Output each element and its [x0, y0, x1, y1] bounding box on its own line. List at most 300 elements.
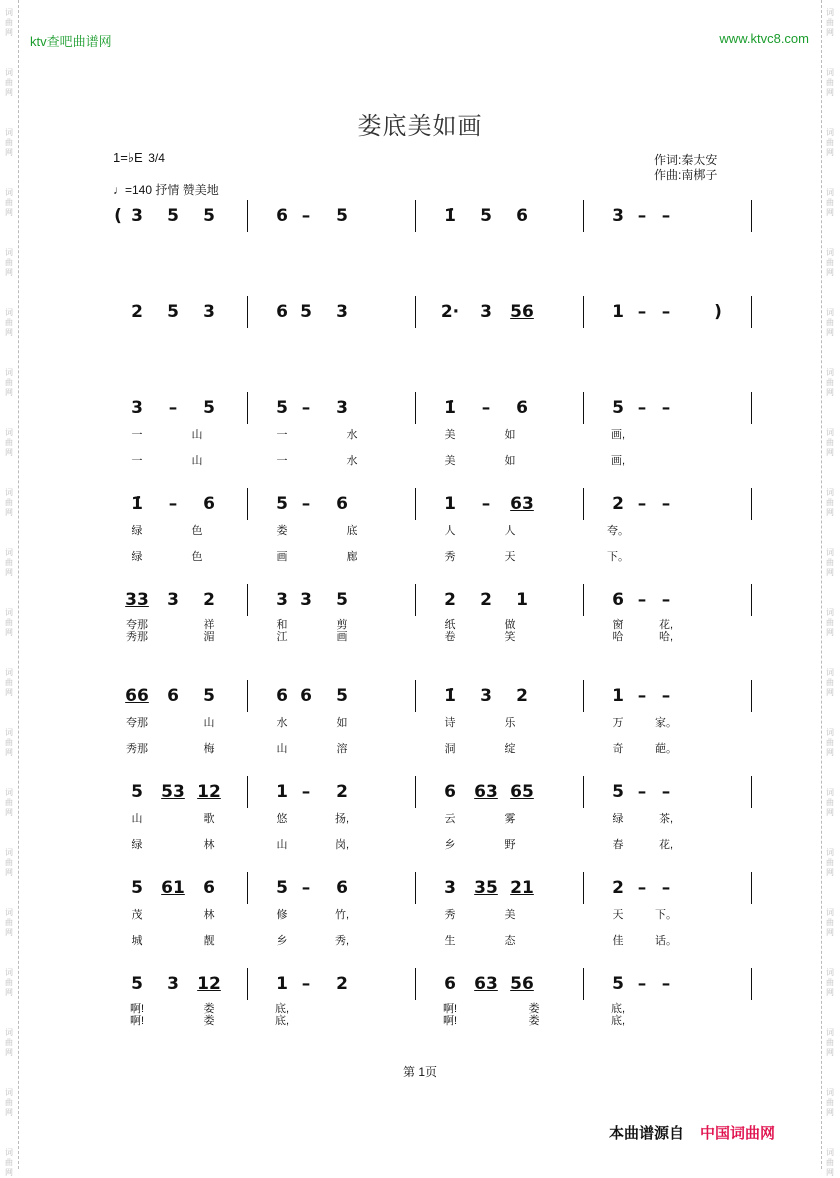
note: 2: [131, 302, 143, 322]
note: 3: [131, 398, 143, 418]
watermark-text: 词 曲 网: [826, 728, 834, 757]
note: –: [637, 206, 647, 226]
lyric-syllable: 佳: [612, 935, 624, 947]
bar-line: [415, 968, 416, 1000]
lyric-syllable: 底,: [610, 1003, 626, 1015]
note: ): [714, 302, 722, 322]
note: 3: [167, 590, 179, 610]
lyric-syllable: 一: [276, 455, 288, 467]
lyric-syllable: 秀: [444, 551, 456, 563]
watermark-text: 词 曲 网: [5, 848, 13, 877]
note: 6: [444, 974, 456, 994]
note: 2: [336, 782, 348, 802]
bar-line: [583, 584, 584, 616]
bar-line: [247, 200, 248, 232]
note: 6: [300, 686, 312, 706]
time-signature: 3/4: [148, 151, 165, 165]
song-title: 娄底美如画: [357, 112, 483, 140]
lyric-syllable: 色: [191, 525, 203, 537]
note: 5: [167, 206, 179, 226]
bar-line: [247, 488, 248, 520]
bar-line: [583, 872, 584, 904]
note: 5: [203, 206, 215, 226]
bar-line: [583, 296, 584, 328]
note: 5: [336, 590, 348, 610]
watermark-text: 词 曲 网: [5, 308, 13, 337]
lyric-syllable: 歌: [203, 813, 215, 825]
note: –: [481, 494, 491, 514]
note: 5: [167, 302, 179, 322]
note: 5: [480, 206, 492, 226]
lyric-syllable: 啊!: [129, 1015, 145, 1027]
lyric-syllable: 林: [203, 839, 215, 851]
lyric-syllable: 花,: [658, 839, 674, 851]
note: 63: [474, 782, 498, 802]
note: 35: [474, 878, 498, 898]
lyric-syllable: 江: [276, 631, 288, 643]
note: 3: [167, 974, 179, 994]
note: 1: [516, 590, 528, 610]
bar-line: [751, 584, 752, 616]
page-number: 第 1页: [402, 1065, 437, 1079]
bar-line: [415, 680, 416, 712]
site-link-right[interactable]: www.ktvc8.com: [719, 31, 809, 46]
site-link-left[interactable]: ktv查吧曲谱网: [30, 34, 112, 49]
note: –: [661, 782, 671, 802]
lyric-syllable: 态: [504, 935, 516, 947]
watermark-text: 词 曲 网: [5, 728, 13, 757]
lyric-syllable: 林: [203, 909, 215, 921]
bar-line: [415, 584, 416, 616]
note: 66: [125, 686, 149, 706]
lyric-syllable: 美: [444, 455, 456, 467]
lyricist: 作词:秦太安: [654, 153, 718, 167]
lyric-syllable: 一: [276, 429, 288, 441]
note: 53: [161, 782, 185, 802]
note: –: [637, 974, 647, 994]
note: 3: [336, 302, 348, 322]
lyric-syllable: 做: [504, 619, 516, 631]
bar-line: [583, 968, 584, 1000]
lyric-syllable: 和: [276, 619, 288, 631]
note: –: [168, 494, 178, 514]
watermark-text: 词 曲 网: [826, 248, 834, 277]
lyric-syllable: 雾: [504, 813, 516, 825]
lyric-syllable: 云: [444, 813, 456, 825]
note: 1: [276, 782, 288, 802]
watermark-text: 词 曲 网: [5, 908, 13, 937]
lyric-syllable: 绿: [612, 813, 624, 825]
note: 1̇: [444, 686, 456, 706]
watermark-text: 词 曲 网: [826, 968, 834, 997]
watermark-text: 词 曲 网: [826, 548, 834, 577]
note: 3: [276, 590, 288, 610]
note: 6: [203, 494, 215, 514]
lyric-syllable: 悠: [276, 813, 288, 825]
watermark-text: 词 曲 网: [826, 428, 834, 457]
watermark-text: 词 曲 网: [826, 788, 834, 817]
note: 5: [203, 686, 215, 706]
lyric-syllable: 如: [504, 429, 516, 441]
lyric-syllable: 色: [191, 551, 203, 563]
bar-line: [751, 776, 752, 808]
bar-line: [751, 200, 752, 232]
note: 3: [300, 590, 312, 610]
watermark-text: 词 曲 网: [5, 968, 13, 997]
watermark-text: 词 曲 网: [5, 68, 13, 97]
watermark-text: 词 曲 网: [5, 8, 13, 37]
note: 5: [300, 302, 312, 322]
lyric-syllable: 下。: [607, 551, 629, 563]
note: 5: [336, 206, 348, 226]
lyric-syllable: 一: [131, 429, 143, 441]
note: 5: [131, 878, 143, 898]
note: 6: [203, 878, 215, 898]
lyric-syllable: 天: [612, 909, 624, 921]
note: 3: [612, 206, 624, 226]
lyric-syllable: 哈,: [658, 631, 674, 643]
lyric-syllable: 窗: [612, 619, 624, 631]
bar-line: [415, 296, 416, 328]
note: 2: [516, 686, 528, 706]
note: 3: [480, 686, 492, 706]
lyric-syllable: 一: [131, 455, 143, 467]
note: –: [637, 302, 647, 322]
lyric-syllable: 梅: [203, 743, 215, 755]
note: –: [637, 398, 647, 418]
note: 63: [510, 494, 534, 514]
note: 5: [336, 686, 348, 706]
note: 2: [480, 590, 492, 610]
bar-line: [247, 584, 248, 616]
lyric-syllable: 如: [504, 455, 516, 467]
note: –: [637, 782, 647, 802]
note: 6: [444, 782, 456, 802]
lyric-syllable: 扬,: [334, 813, 350, 825]
bar-line: [751, 680, 752, 712]
lyric-syllable: 茂: [131, 909, 143, 921]
lyric-syllable: 山: [191, 455, 203, 467]
watermark-text: 词 曲 网: [826, 308, 834, 337]
lyric-syllable: 葩。: [655, 743, 677, 755]
note: 65: [510, 782, 534, 802]
lyric-syllable: 岗,: [334, 839, 350, 851]
watermark-text: 词 曲 网: [826, 848, 834, 877]
note: –: [301, 782, 311, 802]
note: 3: [131, 206, 143, 226]
lyric-syllable: 人: [444, 525, 456, 537]
note: 5: [276, 494, 288, 514]
note: –: [661, 686, 671, 706]
watermark-text: 词 曲 网: [5, 788, 13, 817]
lyric-syllable: 笑: [504, 631, 516, 643]
lyric-syllable: 水: [276, 717, 288, 729]
lyric-syllable: 娄: [203, 1015, 215, 1027]
note: 6: [276, 302, 288, 322]
note: –: [637, 878, 647, 898]
note: 56: [510, 974, 534, 994]
note: 1: [444, 494, 456, 514]
watermark-text: 词 曲 网: [5, 188, 13, 217]
lyric-syllable: 啊!: [129, 1003, 145, 1015]
lyric-syllable: 山: [276, 743, 288, 755]
note: 6: [276, 686, 288, 706]
lyric-syllable: 绿: [131, 551, 143, 563]
note: 1: [276, 974, 288, 994]
key-label: 1=♭E: [113, 150, 143, 165]
note: 56: [510, 302, 534, 322]
note: –: [301, 206, 311, 226]
note: 12: [197, 782, 221, 802]
lyric-syllable: 卷: [444, 631, 456, 643]
note: –: [661, 878, 671, 898]
lyric-syllable: 山: [203, 717, 215, 729]
lyric-syllable: 底: [346, 525, 358, 537]
note: –: [661, 398, 671, 418]
note: 5: [612, 974, 624, 994]
bar-line: [751, 296, 752, 328]
lyric-syllable: 画,: [610, 429, 626, 441]
note: –: [661, 494, 671, 514]
lyric-syllable: 乡: [444, 839, 456, 851]
note: –: [661, 206, 671, 226]
tempo-marking: ♩=140 抒情 赞美地: [113, 183, 219, 197]
note: –: [301, 494, 311, 514]
note: 3: [336, 398, 348, 418]
source-credit: [609, 1122, 775, 1143]
lyric-syllable: 绽: [504, 743, 516, 755]
note: 33: [125, 590, 149, 610]
watermark-text: 词 曲 网: [826, 1028, 834, 1057]
bar-line: [583, 392, 584, 424]
note: 1̇: [444, 206, 456, 226]
lyric-syllable: 溶: [336, 743, 348, 755]
bar-line: [247, 968, 248, 1000]
bar-line: [247, 392, 248, 424]
note: 5: [612, 782, 624, 802]
note: 3: [480, 302, 492, 322]
lyric-syllable: 纸: [444, 619, 456, 631]
watermark-text: 词 曲 网: [5, 1148, 13, 1177]
lyric-syllable: 茶,: [658, 813, 674, 825]
note: 5: [612, 398, 624, 418]
bar-line: [583, 680, 584, 712]
composer: 作曲:南梆子: [654, 168, 718, 182]
lyric-syllable: 乡: [276, 935, 288, 947]
lyric-syllable: 秀那: [126, 631, 148, 643]
note: –: [301, 974, 311, 994]
note: 6: [516, 398, 528, 418]
note: 6: [276, 206, 288, 226]
lyric-syllable: 洞: [444, 743, 456, 755]
lyric-syllable: 娄: [203, 1003, 215, 1015]
note: 3: [203, 302, 215, 322]
bar-line: [247, 296, 248, 328]
lyric-syllable: 水: [346, 455, 358, 467]
note: 5: [131, 974, 143, 994]
watermark-text: 词 曲 网: [826, 368, 834, 397]
note: –: [168, 398, 178, 418]
note: 3: [444, 878, 456, 898]
lyric-syllable: 靓: [203, 935, 215, 947]
watermark-text: 词 曲 网: [5, 1028, 13, 1057]
note: 6: [516, 206, 528, 226]
lyric-syllable: 夸。: [607, 525, 629, 537]
note: 63: [474, 974, 498, 994]
lyric-syllable: 山: [131, 813, 143, 825]
bar-line: [247, 776, 248, 808]
watermark-text: 词 曲 网: [5, 668, 13, 697]
source-label: 本曲谱源自: [609, 1125, 685, 1142]
note: –: [301, 398, 311, 418]
lyric-syllable: 剪: [336, 619, 348, 631]
lyric-syllable: 绿: [131, 839, 143, 851]
watermark-text: 词 曲 网: [826, 188, 834, 217]
note: 6: [336, 494, 348, 514]
note: 2·: [440, 302, 460, 322]
watermark-text: 词 曲 网: [826, 488, 834, 517]
note: –: [661, 590, 671, 610]
note: 1̇: [444, 398, 456, 418]
lyric-syllable: 哈: [612, 631, 624, 643]
lyric-syllable: 奇: [612, 743, 624, 755]
watermark-text: 词 曲 网: [826, 668, 834, 697]
lyric-syllable: 底,: [610, 1015, 626, 1027]
bar-line: [415, 392, 416, 424]
note: –: [637, 686, 647, 706]
lyric-syllable: 乐: [504, 717, 516, 729]
lyric-syllable: 啊!: [442, 1003, 458, 1015]
note: –: [661, 302, 671, 322]
note: –: [481, 398, 491, 418]
watermark-text: 词 曲 网: [826, 908, 834, 937]
lyric-syllable: 如: [336, 717, 348, 729]
watermark-text: 词 曲 网: [826, 68, 834, 97]
lyric-syllable: 山: [276, 839, 288, 851]
note: –: [301, 878, 311, 898]
watermark-text: 词 曲 网: [826, 8, 834, 37]
lyric-syllable: 山: [191, 429, 203, 441]
source-site[interactable]: 中国词曲网: [700, 1125, 776, 1142]
lyric-syllable: 画,: [610, 455, 626, 467]
bar-line: [415, 776, 416, 808]
note: 2: [612, 878, 624, 898]
note: 1: [612, 686, 624, 706]
lyric-syllable: 绿: [131, 525, 143, 537]
lyric-syllable: 湄: [203, 631, 215, 643]
lyric-syllable: 城: [131, 935, 143, 947]
note: –: [637, 590, 647, 610]
watermark-text: 词 曲 网: [5, 608, 13, 637]
bar-line: [751, 488, 752, 520]
lyric-syllable: 祥: [203, 619, 215, 631]
note: 1: [612, 302, 624, 322]
lyric-syllable: 诗: [444, 717, 456, 729]
bar-line: [751, 872, 752, 904]
lyric-syllable: 秀,: [334, 935, 350, 947]
watermark-text: 词 曲 网: [5, 1088, 13, 1117]
bar-line: [583, 200, 584, 232]
lyric-syllable: 画: [336, 631, 348, 643]
watermark-text: 词 曲 网: [5, 368, 13, 397]
lyric-syllable: 夸那: [126, 619, 148, 631]
note: 2: [336, 974, 348, 994]
lyric-syllable: 野: [504, 839, 516, 851]
note: 1̇: [131, 494, 143, 514]
watermark-text: 词 曲 网: [826, 128, 834, 157]
lyric-syllable: 生: [444, 935, 456, 947]
note: 5: [131, 782, 143, 802]
lyric-syllable: 底,: [274, 1003, 290, 1015]
note: 2: [203, 590, 215, 610]
lyric-syllable: 花,: [658, 619, 674, 631]
lyric-syllable: 天: [504, 551, 516, 563]
watermark-text: 词 曲 网: [5, 548, 13, 577]
note: 6: [336, 878, 348, 898]
note: 5: [276, 398, 288, 418]
lyric-syllable: 家。: [655, 717, 677, 729]
lyric-syllable: 水: [346, 429, 358, 441]
watermark-text: 词 曲 网: [5, 248, 13, 277]
bar-line: [415, 872, 416, 904]
lyric-syllable: 娄: [528, 1015, 540, 1027]
note: 5: [276, 878, 288, 898]
lyric-syllable: 秀: [444, 909, 456, 921]
note: 61: [161, 878, 185, 898]
lyric-syllable: 画: [276, 551, 288, 563]
note: 12: [197, 974, 221, 994]
bar-line: [247, 872, 248, 904]
lyric-syllable: 美: [444, 429, 456, 441]
watermark-text: 词 曲 网: [826, 608, 834, 637]
bar-line: [583, 776, 584, 808]
lyric-syllable: 下。: [655, 909, 677, 921]
bar-line: [247, 680, 248, 712]
lyric-syllable: 娄: [276, 525, 288, 537]
lyric-syllable: 春: [612, 839, 624, 851]
lyric-syllable: 秀那: [126, 743, 148, 755]
note: –: [661, 974, 671, 994]
bar-line: [415, 488, 416, 520]
watermark-text: 词 曲 网: [5, 128, 13, 157]
note: 6: [167, 686, 179, 706]
lyric-syllable: 啊!: [442, 1015, 458, 1027]
lyric-syllable: 修: [276, 909, 288, 921]
note: 21: [510, 878, 534, 898]
note: 2: [612, 494, 624, 514]
lyric-syllable: 夸那: [126, 717, 148, 729]
lyric-syllable: 底,: [274, 1015, 290, 1027]
bar-line: [415, 200, 416, 232]
watermark-text: 词 曲 网: [5, 428, 13, 457]
note: (: [114, 206, 122, 226]
note: 2: [444, 590, 456, 610]
lyric-syllable: 廊: [346, 551, 358, 563]
watermark-text: 词 曲 网: [826, 1148, 834, 1177]
lyric-syllable: 话。: [655, 935, 677, 947]
bar-line: [583, 488, 584, 520]
lyric-syllable: 人: [504, 525, 516, 537]
lyric-syllable: 美: [504, 909, 516, 921]
note: 5: [203, 398, 215, 418]
watermark-text: 词 曲 网: [5, 488, 13, 517]
note: –: [637, 494, 647, 514]
note: 6: [612, 590, 624, 610]
lyric-syllable: 娄: [528, 1003, 540, 1015]
lyric-syllable: 万: [612, 717, 624, 729]
bar-line: [751, 392, 752, 424]
lyric-syllable: 竹,: [334, 909, 350, 921]
